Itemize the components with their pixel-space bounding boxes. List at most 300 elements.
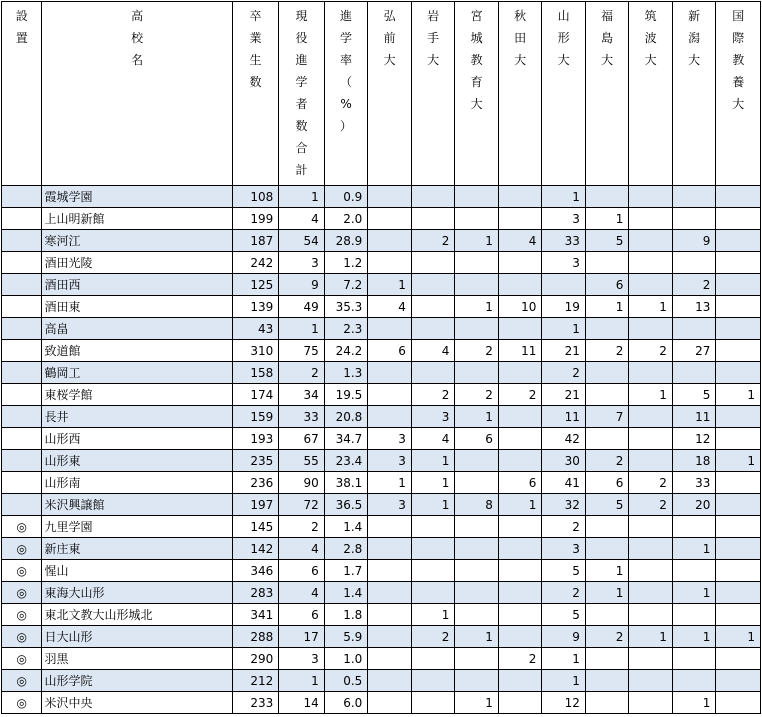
cell-akita <box>498 582 542 604</box>
table-row <box>2 670 761 692</box>
cell-iwate: 2 <box>411 230 455 252</box>
cell-iwate: 1 <box>411 472 455 494</box>
header-niigata <box>672 2 716 186</box>
cell-setchi <box>2 230 42 252</box>
cell-hirosaki <box>368 208 412 230</box>
cell-akita <box>498 252 542 274</box>
cell-tsukuba <box>629 648 673 670</box>
cell-setchi <box>2 472 42 494</box>
cell-miyagi <box>455 318 499 340</box>
cell-rate: 38.1 <box>324 472 368 494</box>
cell-tsukuba: 1 <box>629 384 673 406</box>
cell-name: 日大山形 <box>42 626 232 648</box>
cell-niigata <box>672 560 716 582</box>
header-tsukuba <box>629 2 673 186</box>
cell-akita: 10 <box>498 296 542 318</box>
cell-tsukuba <box>629 274 673 296</box>
cell-name: 東北文教大山形城北 <box>42 604 232 626</box>
cell-iwate <box>411 648 455 670</box>
cell-iwate <box>411 516 455 538</box>
cell-akita: 2 <box>498 384 542 406</box>
cell-tsukuba: 1 <box>629 296 673 318</box>
cell-niigata <box>672 670 716 692</box>
cell-miyagi <box>455 516 499 538</box>
cell-rate: 6.0 <box>324 692 368 714</box>
cell-grads: 108 <box>232 186 279 208</box>
cell-iwate: 4 <box>411 428 455 450</box>
header-label: 国 際 教 養 大 <box>732 9 745 111</box>
cell-setchi <box>2 450 42 472</box>
cell-kokusai <box>716 362 761 384</box>
cell-tsukuba <box>629 318 673 340</box>
cell-iwate <box>411 208 455 230</box>
cell-niigata: 33 <box>672 472 716 494</box>
cell-iwate <box>411 274 455 296</box>
cell-setchi <box>2 274 42 296</box>
cell-yamagata: 2 <box>542 582 586 604</box>
cell-rate: 1.3 <box>324 362 368 384</box>
cell-iwate <box>411 186 455 208</box>
cell-name: 酒田東 <box>42 296 232 318</box>
cell-fukushima: 1 <box>585 582 629 604</box>
cell-yamagata: 19 <box>542 296 586 318</box>
cell-kokusai: 1 <box>716 626 761 648</box>
cell-hirosaki <box>368 516 412 538</box>
cell-fukushima: 1 <box>585 208 629 230</box>
cell-setchi <box>2 318 42 340</box>
cell-niigata: 5 <box>672 384 716 406</box>
header-miyagi <box>455 2 499 186</box>
cell-name: 致道館 <box>42 340 232 362</box>
cell-total: 67 <box>279 428 325 450</box>
cell-total: 17 <box>279 626 325 648</box>
cell-niigata <box>672 648 716 670</box>
cell-fukushima <box>585 384 629 406</box>
cell-grads: 159 <box>232 406 279 428</box>
cell-fukushima: 5 <box>585 230 629 252</box>
cell-miyagi <box>455 362 499 384</box>
cell-tsukuba <box>629 362 673 384</box>
cell-setchi <box>2 208 42 230</box>
cell-total: 2 <box>279 362 325 384</box>
cell-miyagi: 1 <box>455 296 499 318</box>
cell-hirosaki <box>368 362 412 384</box>
cell-name: 長井 <box>42 406 232 428</box>
table-body <box>2 186 761 714</box>
cell-iwate <box>411 252 455 274</box>
cell-rate: 1.2 <box>324 252 368 274</box>
cell-yamagata: 33 <box>542 230 586 252</box>
cell-hirosaki: 1 <box>368 472 412 494</box>
cell-miyagi <box>455 582 499 604</box>
cell-kokusai <box>716 560 761 582</box>
cell-yamagata: 3 <box>542 208 586 230</box>
cell-akita <box>498 604 542 626</box>
cell-tsukuba <box>629 538 673 560</box>
cell-grads: 290 <box>232 648 279 670</box>
cell-kokusai <box>716 516 761 538</box>
cell-miyagi: 2 <box>455 340 499 362</box>
cell-yamagata: 30 <box>542 450 586 472</box>
cell-iwate <box>411 670 455 692</box>
cell-total: 55 <box>279 450 325 472</box>
cell-niigata: 18 <box>672 450 716 472</box>
table-row <box>2 516 761 538</box>
cell-niigata: 1 <box>672 692 716 714</box>
cell-tsukuba <box>629 406 673 428</box>
cell-kokusai <box>716 582 761 604</box>
table-row <box>2 648 761 670</box>
cell-tsukuba: 1 <box>629 626 673 648</box>
cell-rate: 2.8 <box>324 538 368 560</box>
cell-akita <box>498 428 542 450</box>
cell-fukushima <box>585 252 629 274</box>
cell-fukushima <box>585 648 629 670</box>
cell-yamagata: 5 <box>542 560 586 582</box>
table-row <box>2 208 761 230</box>
cell-hirosaki: 3 <box>368 494 412 516</box>
header-name <box>42 2 232 186</box>
cell-hirosaki <box>368 692 412 714</box>
header-label: 進 学 率 （ % ） <box>340 9 353 133</box>
cell-name: 東桜学館 <box>42 384 232 406</box>
cell-total: 4 <box>279 582 325 604</box>
cell-iwate: 3 <box>411 406 455 428</box>
cell-rate: 1.0 <box>324 648 368 670</box>
cell-hirosaki <box>368 670 412 692</box>
cell-kokusai <box>716 208 761 230</box>
cell-grads: 43 <box>232 318 279 340</box>
cell-kokusai <box>716 670 761 692</box>
cell-rate: 2.3 <box>324 318 368 340</box>
cell-rate: 5.9 <box>324 626 368 648</box>
cell-akita <box>498 274 542 296</box>
header-row <box>2 2 761 186</box>
cell-miyagi <box>455 208 499 230</box>
cell-grads: 193 <box>232 428 279 450</box>
cell-fukushima <box>585 318 629 340</box>
cell-iwate: 1 <box>411 604 455 626</box>
cell-name: 上山明新館 <box>42 208 232 230</box>
cell-miyagi <box>455 670 499 692</box>
cell-hirosaki <box>368 582 412 604</box>
cell-tsukuba <box>629 450 673 472</box>
cell-miyagi <box>455 560 499 582</box>
cell-niigata <box>672 252 716 274</box>
cell-total: 3 <box>279 252 325 274</box>
cell-niigata: 12 <box>672 428 716 450</box>
cell-yamagata: 2 <box>542 516 586 538</box>
cell-kokusai <box>716 274 761 296</box>
header-rate <box>324 2 368 186</box>
table-row <box>2 296 761 318</box>
cell-hirosaki <box>368 230 412 252</box>
header-kokusai <box>716 2 761 186</box>
cell-miyagi: 6 <box>455 428 499 450</box>
cell-yamagata: 11 <box>542 406 586 428</box>
cell-niigata <box>672 318 716 340</box>
cell-akita: 2 <box>498 648 542 670</box>
cell-akita <box>498 516 542 538</box>
cell-grads: 283 <box>232 582 279 604</box>
header-label: 筑 波 大 <box>644 9 657 67</box>
cell-akita <box>498 406 542 428</box>
cell-tsukuba <box>629 560 673 582</box>
table-row <box>2 604 761 626</box>
cell-fukushima: 1 <box>585 296 629 318</box>
cell-setchi <box>2 186 42 208</box>
cell-iwate <box>411 538 455 560</box>
cell-yamagata: 2 <box>542 362 586 384</box>
cell-miyagi <box>455 472 499 494</box>
cell-yamagata: 21 <box>542 384 586 406</box>
admissions-table <box>1 1 761 714</box>
cell-hirosaki: 1 <box>368 274 412 296</box>
cell-grads: 235 <box>232 450 279 472</box>
cell-kokusai <box>716 538 761 560</box>
header-label: 山 形 大 <box>557 9 570 67</box>
header-label: 弘 前 大 <box>383 9 396 67</box>
cell-akita <box>498 560 542 582</box>
cell-kokusai <box>716 296 761 318</box>
header-setchi <box>2 2 42 186</box>
cell-grads: 199 <box>232 208 279 230</box>
cell-setchi <box>2 296 42 318</box>
cell-setchi: ◎ <box>2 626 42 648</box>
cell-total: 49 <box>279 296 325 318</box>
cell-yamagata: 5 <box>542 604 586 626</box>
cell-name: 新庄東 <box>42 538 232 560</box>
cell-kokusai <box>716 428 761 450</box>
cell-kokusai <box>716 692 761 714</box>
table-row <box>2 186 761 208</box>
cell-name: 酒田西 <box>42 274 232 296</box>
cell-miyagi <box>455 186 499 208</box>
cell-rate: 28.9 <box>324 230 368 252</box>
cell-akita: 1 <box>498 494 542 516</box>
table-row <box>2 582 761 604</box>
cell-grads: 197 <box>232 494 279 516</box>
cell-fukushima <box>585 604 629 626</box>
cell-grads: 174 <box>232 384 279 406</box>
cell-rate: 23.4 <box>324 450 368 472</box>
cell-tsukuba <box>629 582 673 604</box>
cell-rate: 1.4 <box>324 582 368 604</box>
cell-kokusai <box>716 230 761 252</box>
cell-kokusai <box>716 340 761 362</box>
cell-hirosaki: 3 <box>368 450 412 472</box>
cell-grads: 187 <box>232 230 279 252</box>
cell-name: 山形東 <box>42 450 232 472</box>
cell-niigata: 27 <box>672 340 716 362</box>
cell-grads: 139 <box>232 296 279 318</box>
header-label: 設 置 <box>15 9 28 45</box>
table-row <box>2 560 761 582</box>
cell-fukushima <box>585 362 629 384</box>
cell-fukushima: 7 <box>585 406 629 428</box>
cell-rate: 1.4 <box>324 516 368 538</box>
cell-niigata <box>672 186 716 208</box>
table-row <box>2 384 761 406</box>
cell-miyagi <box>455 274 499 296</box>
cell-iwate <box>411 362 455 384</box>
cell-kokusai <box>716 604 761 626</box>
cell-setchi: ◎ <box>2 560 42 582</box>
cell-niigata <box>672 516 716 538</box>
cell-total: 1 <box>279 670 325 692</box>
cell-niigata <box>672 604 716 626</box>
cell-iwate: 1 <box>411 450 455 472</box>
cell-grads: 233 <box>232 692 279 714</box>
cell-rate: 0.5 <box>324 670 368 692</box>
cell-fukushima: 6 <box>585 472 629 494</box>
cell-yamagata: 1 <box>542 186 586 208</box>
cell-setchi <box>2 340 42 362</box>
cell-akita <box>498 208 542 230</box>
cell-name: 山形西 <box>42 428 232 450</box>
cell-fukushima <box>585 516 629 538</box>
cell-yamagata: 41 <box>542 472 586 494</box>
cell-total: 33 <box>279 406 325 428</box>
cell-hirosaki <box>368 406 412 428</box>
table-row <box>2 472 761 494</box>
cell-iwate: 1 <box>411 494 455 516</box>
table-row <box>2 274 761 296</box>
cell-iwate: 2 <box>411 384 455 406</box>
cell-akita <box>498 626 542 648</box>
cell-rate: 0.9 <box>324 186 368 208</box>
cell-iwate: 2 <box>411 626 455 648</box>
cell-name: 酒田光陵 <box>42 252 232 274</box>
cell-niigata: 9 <box>672 230 716 252</box>
table-row <box>2 494 761 516</box>
cell-kokusai <box>716 472 761 494</box>
table-row <box>2 252 761 274</box>
cell-total: 72 <box>279 494 325 516</box>
cell-tsukuba: 2 <box>629 494 673 516</box>
cell-tsukuba <box>629 208 673 230</box>
cell-yamagata <box>542 274 586 296</box>
cell-grads: 212 <box>232 670 279 692</box>
cell-total: 2 <box>279 516 325 538</box>
cell-niigata: 13 <box>672 296 716 318</box>
cell-hirosaki <box>368 538 412 560</box>
cell-akita: 6 <box>498 472 542 494</box>
cell-fukushima: 2 <box>585 626 629 648</box>
cell-rate: 2.0 <box>324 208 368 230</box>
cell-iwate <box>411 582 455 604</box>
header-akita <box>498 2 542 186</box>
header-yamagata <box>542 2 586 186</box>
cell-kokusai <box>716 406 761 428</box>
cell-name: 山形学院 <box>42 670 232 692</box>
cell-setchi: ◎ <box>2 516 42 538</box>
cell-setchi <box>2 428 42 450</box>
cell-grads: 236 <box>232 472 279 494</box>
cell-hirosaki <box>368 318 412 340</box>
cell-rate: 1.7 <box>324 560 368 582</box>
cell-niigata <box>672 362 716 384</box>
header-hirosaki <box>368 2 412 186</box>
cell-total: 4 <box>279 538 325 560</box>
cell-name: 寒河江 <box>42 230 232 252</box>
cell-name: 東海大山形 <box>42 582 232 604</box>
cell-setchi <box>2 252 42 274</box>
cell-iwate <box>411 296 455 318</box>
cell-hirosaki <box>368 560 412 582</box>
cell-name: 九里学園 <box>42 516 232 538</box>
table-row <box>2 362 761 384</box>
table-row <box>2 450 761 472</box>
table-row <box>2 340 761 362</box>
cell-total: 34 <box>279 384 325 406</box>
cell-name: 高畠 <box>42 318 232 340</box>
cell-yamagata: 1 <box>542 670 586 692</box>
cell-name: 米沢中央 <box>42 692 232 714</box>
cell-iwate <box>411 692 455 714</box>
cell-tsukuba <box>629 186 673 208</box>
cell-kokusai <box>716 648 761 670</box>
cell-setchi: ◎ <box>2 648 42 670</box>
cell-setchi: ◎ <box>2 692 42 714</box>
cell-hirosaki <box>368 252 412 274</box>
cell-total: 4 <box>279 208 325 230</box>
cell-setchi <box>2 384 42 406</box>
table-row <box>2 626 761 648</box>
cell-tsukuba <box>629 670 673 692</box>
cell-akita <box>498 362 542 384</box>
cell-tsukuba <box>629 692 673 714</box>
cell-hirosaki <box>368 604 412 626</box>
cell-total: 75 <box>279 340 325 362</box>
cell-rate: 36.5 <box>324 494 368 516</box>
header-grads <box>232 2 279 186</box>
table-row <box>2 538 761 560</box>
cell-grads: 142 <box>232 538 279 560</box>
header-label: 岩 手 大 <box>427 9 440 67</box>
cell-akita <box>498 670 542 692</box>
cell-niigata: 11 <box>672 406 716 428</box>
cell-kokusai <box>716 318 761 340</box>
cell-iwate: 4 <box>411 340 455 362</box>
cell-yamagata: 21 <box>542 340 586 362</box>
cell-hirosaki: 4 <box>368 296 412 318</box>
cell-fukushima: 5 <box>585 494 629 516</box>
cell-total: 90 <box>279 472 325 494</box>
cell-miyagi: 1 <box>455 406 499 428</box>
cell-grads: 145 <box>232 516 279 538</box>
cell-grads: 158 <box>232 362 279 384</box>
header-label: 現 役 進 学 者 数 合 計 <box>295 9 308 177</box>
cell-fukushima: 6 <box>585 274 629 296</box>
table-row <box>2 230 761 252</box>
header-label: 新 潟 大 <box>688 9 701 67</box>
cell-name: 鶴岡工 <box>42 362 232 384</box>
cell-fukushima: 2 <box>585 340 629 362</box>
cell-akita: 4 <box>498 230 542 252</box>
cell-fukushima <box>585 670 629 692</box>
cell-tsukuba <box>629 230 673 252</box>
cell-name: 米沢興譲館 <box>42 494 232 516</box>
cell-akita <box>498 450 542 472</box>
cell-tsukuba: 2 <box>629 472 673 494</box>
cell-tsukuba <box>629 428 673 450</box>
cell-niigata: 1 <box>672 538 716 560</box>
header-label: 卒 業 生 数 <box>249 9 262 89</box>
cell-niigata: 1 <box>672 626 716 648</box>
cell-miyagi <box>455 538 499 560</box>
cell-rate: 24.2 <box>324 340 368 362</box>
